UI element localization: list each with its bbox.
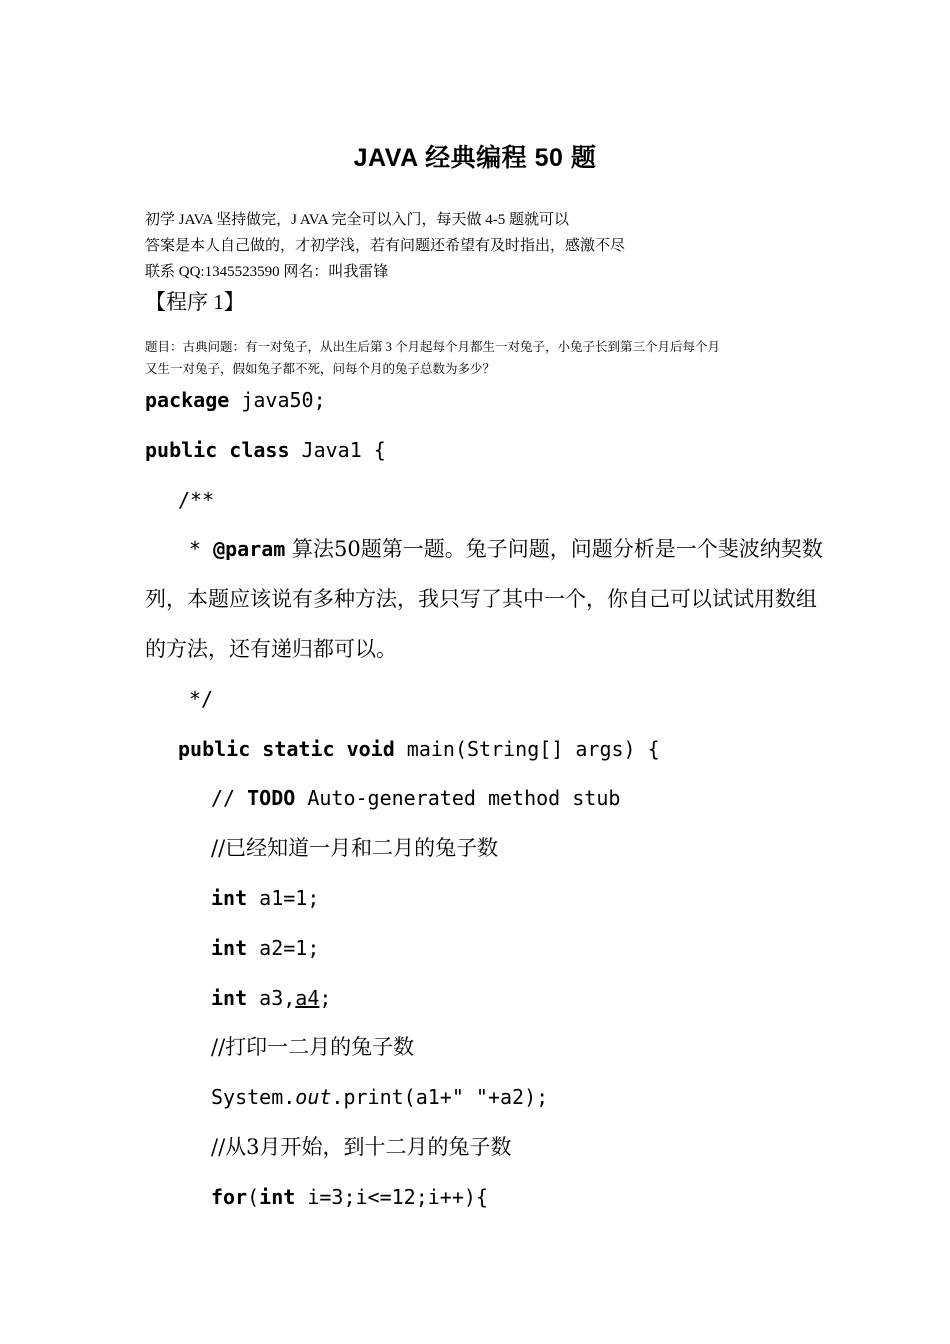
code-text: System. <box>211 1085 296 1110</box>
code-line-class <box>145 426 825 476</box>
code-line-a2 <box>145 924 825 974</box>
code-text: Java1 { <box>289 437 386 462</box>
keyword: for <box>211 1184 248 1209</box>
code-text-underlined: a4 <box>295 985 320 1010</box>
question-text <box>145 336 720 380</box>
code-text: * <box>189 537 214 562</box>
code-text: a1=1; <box>247 885 320 910</box>
code-line-comment: //打印一二月的兔子数 <box>211 1035 415 1060</box>
intro-line: 答案是本人自己做的，才初学浅，若有问题还希望有及时指出，感激不尽 <box>145 238 626 254</box>
doc-comment-text: 算法50题第一题。兔子问题，问题分析是一个斐波纳契数列，本题应该说有多种方法，我只写了其中一个，你自己可以试试用数组的方法，还有递归都可以。 <box>145 537 823 661</box>
code-text: ( <box>247 1184 260 1209</box>
keyword: @param <box>213 537 286 562</box>
code-line-for <box>145 1173 825 1223</box>
intro-contact-line: 联系 QQ:1345523590 网名：叫我雷锋 <box>145 264 389 280</box>
code-line-doc-close: */ <box>189 686 214 711</box>
code-block <box>145 376 825 1223</box>
code-text: ; <box>319 985 332 1010</box>
code-text: a3, <box>247 985 296 1010</box>
keyword: int <box>211 885 248 910</box>
code-line-doc-open: /** <box>178 487 215 512</box>
code-line-main <box>145 725 825 775</box>
keyword: public class <box>145 437 290 462</box>
intro-line: 初学 JAVA 坚持做完，J AVA 完全可以入门，每天做 4-5 题就可以 <box>145 212 569 228</box>
document-title: JAVA 经典编程 50 题 <box>353 144 597 172</box>
program-heading: 【程序 1】 <box>145 290 245 314</box>
code-text: i=3;i<=12;i++){ <box>295 1184 488 1209</box>
code-line-package <box>145 376 825 426</box>
code-line-comment: //已经知道一月和二月的兔子数 <box>211 836 499 861</box>
code-text: java50; <box>229 388 326 412</box>
question-line: 题目：古典问题：有一对兔子，从出生后第 3 个月起每个月都生一对兔子，小兔子长到第三个月后每个月 <box>145 340 721 354</box>
code-text: // <box>211 786 248 811</box>
code-line-print <box>145 1073 825 1123</box>
intro-paragraph <box>145 207 625 285</box>
keyword: TODO <box>247 786 296 811</box>
keyword: int <box>259 1184 296 1209</box>
keyword: int <box>211 935 248 960</box>
code-text-italic: out <box>295 1085 332 1110</box>
code-line-comment: //从3月开始，到十二月的兔子数 <box>211 1134 512 1159</box>
code-text: a2=1; <box>247 935 320 960</box>
code-text: .print(a1+" "+a2); <box>331 1085 549 1110</box>
code-text: Auto-generated method stub <box>295 786 621 811</box>
code-line-a1 <box>145 874 825 924</box>
question-line: 又生一对兔子，假如兔子都不死，问每个月的兔子总数为多少？ <box>145 362 496 376</box>
code-doc-param <box>145 525 825 674</box>
code-line-a3 <box>145 974 825 1024</box>
code-line-todo <box>145 774 825 824</box>
code-text: main(String[] args) { <box>394 736 660 761</box>
keyword: public static void <box>178 736 395 761</box>
keyword: package <box>145 388 230 412</box>
keyword: int <box>211 985 248 1010</box>
